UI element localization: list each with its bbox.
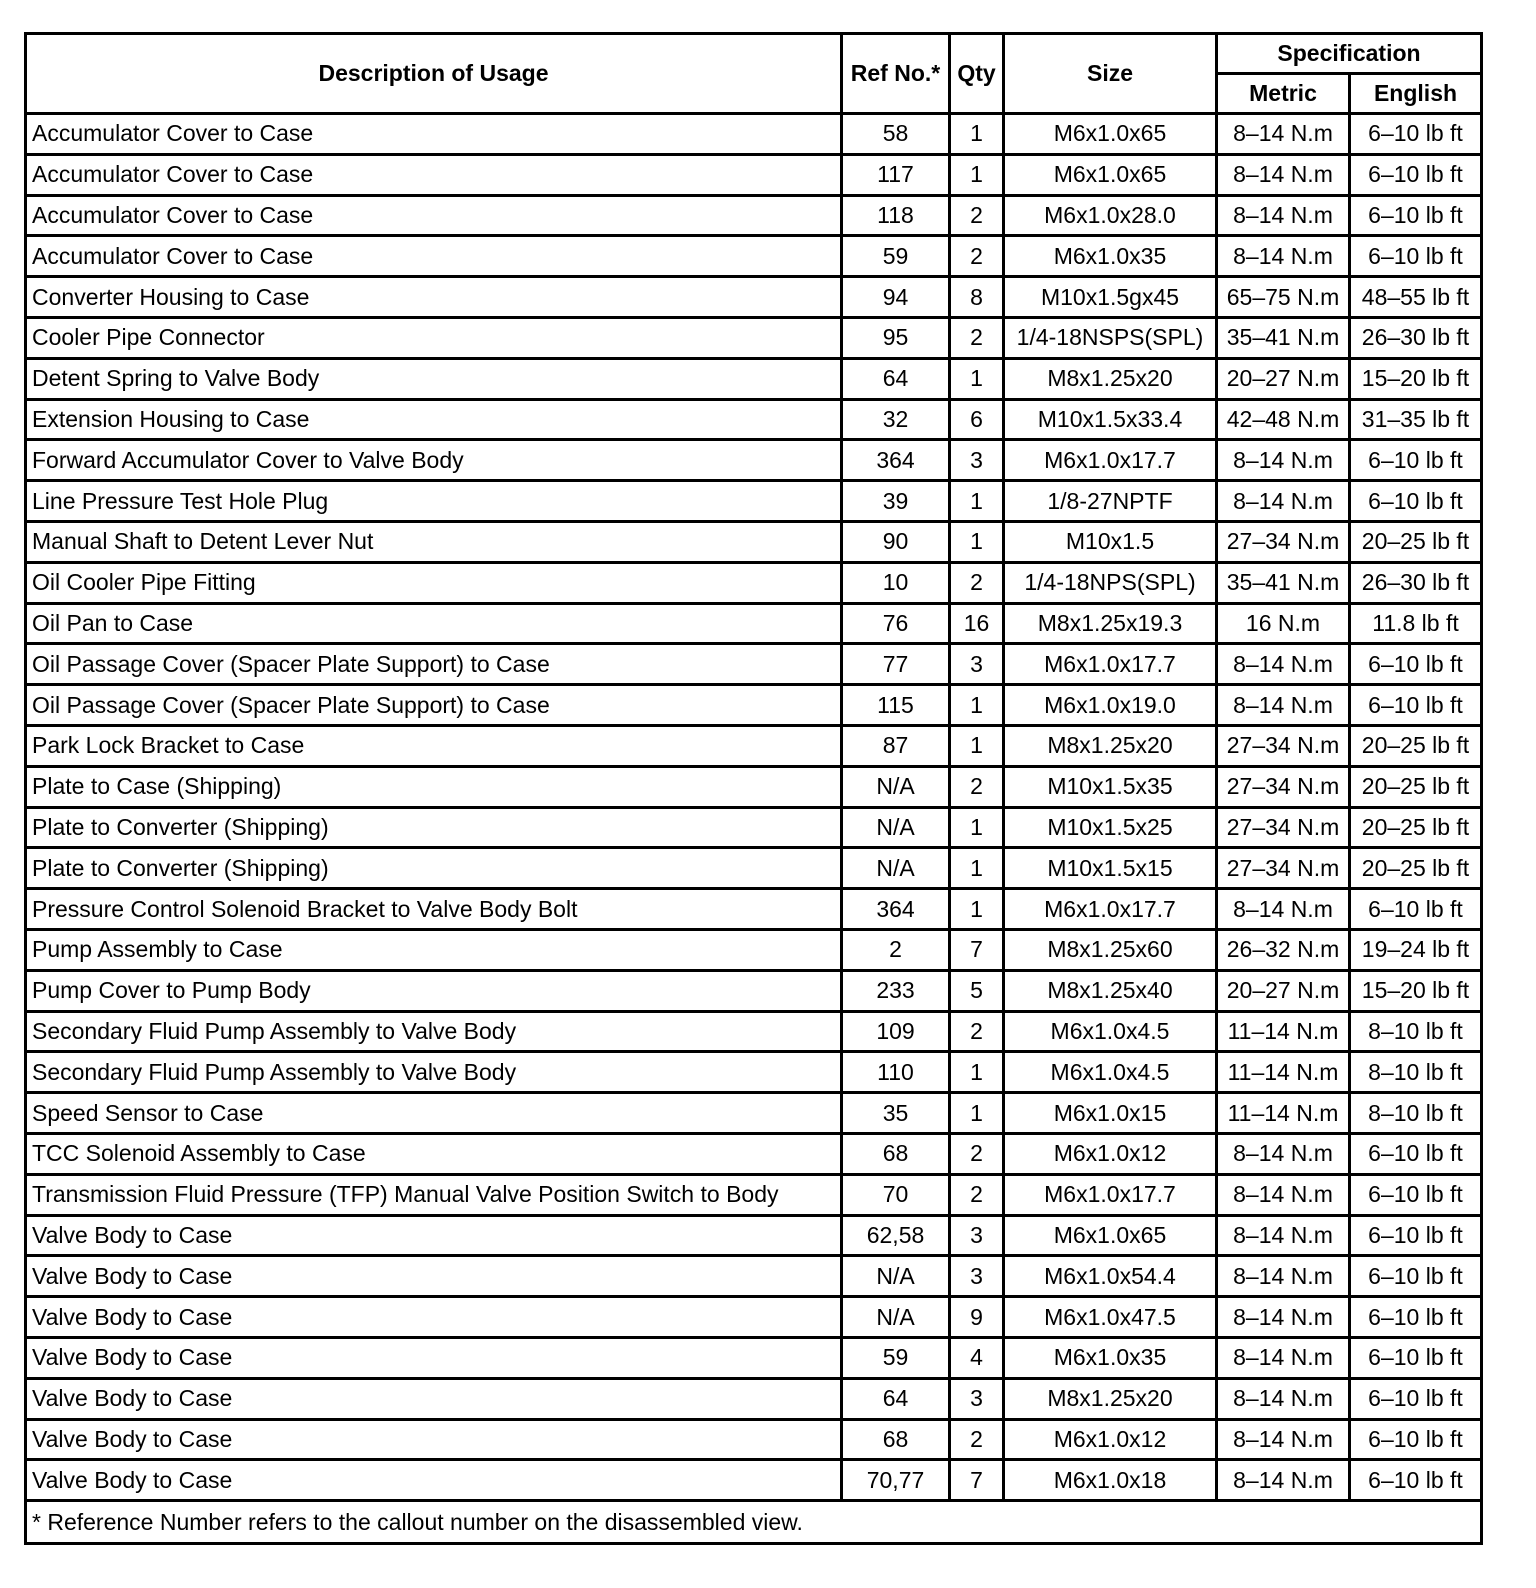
cell-size: M10x1.5x15: [1004, 848, 1217, 889]
cell-ref-no: 364: [842, 440, 950, 481]
table-row: [26, 644, 1482, 685]
cell-ref-no: 70: [842, 1174, 950, 1215]
cell-description: TCC Solenoid Assembly to Case: [26, 1133, 842, 1174]
cell-description: Accumulator Cover to Case: [26, 154, 842, 195]
table-row: [26, 1052, 1482, 1093]
cell-english: 6–10 lb ft: [1350, 1174, 1482, 1215]
cell-ref-no: 64: [842, 358, 950, 399]
cell-english: 6–10 lb ft: [1350, 1378, 1482, 1419]
cell-qty: 3: [950, 1256, 1004, 1297]
cell-qty: 4: [950, 1337, 1004, 1378]
table-row: [26, 970, 1482, 1011]
cell-qty: 2: [950, 317, 1004, 358]
header-qty: Qty: [950, 34, 1004, 114]
header-metric: Metric: [1217, 74, 1350, 114]
cell-english: 6–10 lb ft: [1350, 481, 1482, 522]
cell-description: Pressure Control Solenoid Bracket to Valve Body Bolt: [26, 889, 842, 930]
cell-description: Converter Housing to Case: [26, 277, 842, 318]
cell-ref-no: 64: [842, 1378, 950, 1419]
table-row: [26, 562, 1482, 603]
cell-english: 8–10 lb ft: [1350, 1093, 1482, 1134]
cell-qty: 1: [950, 154, 1004, 195]
cell-english: 6–10 lb ft: [1350, 1460, 1482, 1501]
cell-description: Oil Pan to Case: [26, 603, 842, 644]
cell-size: M6x1.0x28.0: [1004, 195, 1217, 236]
cell-english: 20–25 lb ft: [1350, 848, 1482, 889]
cell-metric: 8–14 N.m: [1217, 1133, 1350, 1174]
cell-metric: 8–14 N.m: [1217, 236, 1350, 277]
cell-qty: 7: [950, 929, 1004, 970]
cell-size: M10x1.5x35: [1004, 766, 1217, 807]
table-row: [26, 1419, 1482, 1460]
cell-description: Detent Spring to Valve Body: [26, 358, 842, 399]
cell-metric: 8–14 N.m: [1217, 440, 1350, 481]
cell-size: M6x1.0x4.5: [1004, 1011, 1217, 1052]
cell-ref-no: 32: [842, 399, 950, 440]
cell-description: Valve Body to Case: [26, 1378, 842, 1419]
cell-ref-no: 59: [842, 236, 950, 277]
table-row: [26, 1133, 1482, 1174]
table-body: [26, 114, 1482, 1501]
cell-ref-no: N/A: [842, 1297, 950, 1338]
cell-ref-no: 10: [842, 562, 950, 603]
cell-ref-no: 117: [842, 154, 950, 195]
cell-english: 20–25 lb ft: [1350, 766, 1482, 807]
cell-qty: 1: [950, 521, 1004, 562]
table-row: [26, 1460, 1482, 1501]
table-footer: [26, 1501, 1482, 1544]
cell-size: M8x1.25x20: [1004, 1378, 1217, 1419]
cell-ref-no: 94: [842, 277, 950, 318]
cell-metric: 27–34 N.m: [1217, 848, 1350, 889]
cell-description: Valve Body to Case: [26, 1460, 842, 1501]
table-row: [26, 195, 1482, 236]
cell-size: M10x1.5gx45: [1004, 277, 1217, 318]
cell-english: 6–10 lb ft: [1350, 1133, 1482, 1174]
cell-description: Extension Housing to Case: [26, 399, 842, 440]
cell-qty: 5: [950, 970, 1004, 1011]
cell-qty: 2: [950, 195, 1004, 236]
cell-description: Accumulator Cover to Case: [26, 195, 842, 236]
cell-description: Plate to Case (Shipping): [26, 766, 842, 807]
cell-size: M8x1.25x19.3: [1004, 603, 1217, 644]
cell-description: Line Pressure Test Hole Plug: [26, 481, 842, 522]
table-row: [26, 154, 1482, 195]
cell-description: Valve Body to Case: [26, 1297, 842, 1338]
cell-metric: 11–14 N.m: [1217, 1052, 1350, 1093]
cell-ref-no: 233: [842, 970, 950, 1011]
cell-metric: 42–48 N.m: [1217, 399, 1350, 440]
cell-size: M6x1.0x65: [1004, 1215, 1217, 1256]
cell-qty: 1: [950, 685, 1004, 726]
cell-metric: 27–34 N.m: [1217, 807, 1350, 848]
cell-english: 6–10 lb ft: [1350, 154, 1482, 195]
cell-english: 6–10 lb ft: [1350, 685, 1482, 726]
cell-english: 20–25 lb ft: [1350, 725, 1482, 766]
cell-size: M8x1.25x20: [1004, 725, 1217, 766]
cell-metric: 8–14 N.m: [1217, 1256, 1350, 1297]
cell-metric: 8–14 N.m: [1217, 685, 1350, 726]
cell-ref-no: N/A: [842, 766, 950, 807]
table-row: [26, 1093, 1482, 1134]
cell-english: 15–20 lb ft: [1350, 358, 1482, 399]
table-row: [26, 1337, 1482, 1378]
cell-size: M6x1.0x17.7: [1004, 644, 1217, 685]
table-row: [26, 929, 1482, 970]
cell-metric: 16 N.m: [1217, 603, 1350, 644]
cell-qty: 2: [950, 1133, 1004, 1174]
cell-size: M6x1.0x12: [1004, 1133, 1217, 1174]
cell-qty: 1: [950, 1093, 1004, 1134]
cell-qty: 1: [950, 725, 1004, 766]
table-row: [26, 481, 1482, 522]
cell-english: 19–24 lb ft: [1350, 929, 1482, 970]
table-row: [26, 1215, 1482, 1256]
cell-ref-no: 77: [842, 644, 950, 685]
cell-qty: 2: [950, 236, 1004, 277]
cell-ref-no: 109: [842, 1011, 950, 1052]
cell-metric: 8–14 N.m: [1217, 1174, 1350, 1215]
cell-ref-no: 68: [842, 1419, 950, 1460]
cell-ref-no: 68: [842, 1133, 950, 1174]
header-description: Description of Usage: [26, 34, 842, 114]
cell-description: Pump Assembly to Case: [26, 929, 842, 970]
cell-metric: 20–27 N.m: [1217, 970, 1350, 1011]
cell-size: M6x1.0x17.7: [1004, 440, 1217, 481]
table-row: [26, 114, 1482, 155]
cell-size: M10x1.5x33.4: [1004, 399, 1217, 440]
cell-english: 8–10 lb ft: [1350, 1052, 1482, 1093]
cell-qty: 1: [950, 114, 1004, 155]
header-specification: Specification: [1217, 34, 1482, 74]
cell-metric: 8–14 N.m: [1217, 1419, 1350, 1460]
cell-english: 6–10 lb ft: [1350, 644, 1482, 685]
table-header: [26, 34, 1482, 114]
cell-ref-no: 87: [842, 725, 950, 766]
cell-metric: 11–14 N.m: [1217, 1093, 1350, 1134]
cell-metric: 65–75 N.m: [1217, 277, 1350, 318]
cell-size: M6x1.0x19.0: [1004, 685, 1217, 726]
table-row: [26, 1378, 1482, 1419]
cell-ref-no: 2: [842, 929, 950, 970]
cell-description: Valve Body to Case: [26, 1419, 842, 1460]
cell-metric: 8–14 N.m: [1217, 1215, 1350, 1256]
table-row: [26, 236, 1482, 277]
cell-english: 6–10 lb ft: [1350, 1215, 1482, 1256]
cell-ref-no: 90: [842, 521, 950, 562]
cell-size: M8x1.25x20: [1004, 358, 1217, 399]
cell-english: 6–10 lb ft: [1350, 1419, 1482, 1460]
cell-qty: 1: [950, 481, 1004, 522]
cell-size: M6x1.0x35: [1004, 1337, 1217, 1378]
cell-size: M8x1.25x60: [1004, 929, 1217, 970]
cell-ref-no: 95: [842, 317, 950, 358]
table-row: [26, 440, 1482, 481]
cell-size: M10x1.5: [1004, 521, 1217, 562]
header-ref-no: Ref No.*: [842, 34, 950, 114]
cell-size: M6x1.0x15: [1004, 1093, 1217, 1134]
cell-qty: 1: [950, 889, 1004, 930]
cell-size: M6x1.0x54.4: [1004, 1256, 1217, 1297]
cell-size: M10x1.5x25: [1004, 807, 1217, 848]
cell-size: M6x1.0x4.5: [1004, 1052, 1217, 1093]
cell-size: M6x1.0x18: [1004, 1460, 1217, 1501]
cell-description: Park Lock Bracket to Case: [26, 725, 842, 766]
cell-description: Cooler Pipe Connector: [26, 317, 842, 358]
cell-english: 11.8 lb ft: [1350, 603, 1482, 644]
cell-english: 26–30 lb ft: [1350, 317, 1482, 358]
cell-metric: 27–34 N.m: [1217, 725, 1350, 766]
cell-metric: 20–27 N.m: [1217, 358, 1350, 399]
cell-english: 26–30 lb ft: [1350, 562, 1482, 603]
cell-description: Plate to Converter (Shipping): [26, 807, 842, 848]
cell-english: 31–35 lb ft: [1350, 399, 1482, 440]
table-row: [26, 848, 1482, 889]
torque-spec-table: [24, 32, 1483, 1545]
table-row: [26, 521, 1482, 562]
cell-ref-no: 115: [842, 685, 950, 726]
cell-ref-no: 364: [842, 889, 950, 930]
cell-ref-no: 62,58: [842, 1215, 950, 1256]
table-row: [26, 1174, 1482, 1215]
cell-size: M6x1.0x12: [1004, 1419, 1217, 1460]
footnote: * Reference Number refers to the callout number on the disassembled view.: [26, 1501, 1482, 1544]
cell-english: 6–10 lb ft: [1350, 1337, 1482, 1378]
cell-qty: 2: [950, 562, 1004, 603]
cell-description: Secondary Fluid Pump Assembly to Valve Body: [26, 1011, 842, 1052]
cell-ref-no: N/A: [842, 807, 950, 848]
cell-metric: 8–14 N.m: [1217, 1297, 1350, 1338]
cell-qty: 2: [950, 1419, 1004, 1460]
cell-english: 6–10 lb ft: [1350, 1297, 1482, 1338]
cell-qty: 6: [950, 399, 1004, 440]
cell-qty: 9: [950, 1297, 1004, 1338]
table-row: [26, 1256, 1482, 1297]
cell-ref-no: 70,77: [842, 1460, 950, 1501]
cell-metric: 11–14 N.m: [1217, 1011, 1350, 1052]
cell-metric: 8–14 N.m: [1217, 889, 1350, 930]
cell-size: M6x1.0x17.7: [1004, 889, 1217, 930]
table-row: [26, 1011, 1482, 1052]
cell-english: 48–55 lb ft: [1350, 277, 1482, 318]
cell-english: 6–10 lb ft: [1350, 440, 1482, 481]
cell-english: 6–10 lb ft: [1350, 114, 1482, 155]
table-row: [26, 399, 1482, 440]
cell-metric: 8–14 N.m: [1217, 1460, 1350, 1501]
cell-qty: 2: [950, 766, 1004, 807]
cell-size: M6x1.0x35: [1004, 236, 1217, 277]
cell-ref-no: 118: [842, 195, 950, 236]
table-row: [26, 277, 1482, 318]
cell-english: 8–10 lb ft: [1350, 1011, 1482, 1052]
cell-metric: 8–14 N.m: [1217, 644, 1350, 685]
cell-ref-no: N/A: [842, 1256, 950, 1297]
table-row: [26, 889, 1482, 930]
cell-description: Oil Passage Cover (Spacer Plate Support) to Case: [26, 644, 842, 685]
cell-english: 6–10 lb ft: [1350, 1256, 1482, 1297]
cell-qty: 3: [950, 440, 1004, 481]
cell-qty: 1: [950, 358, 1004, 399]
cell-english: 15–20 lb ft: [1350, 970, 1482, 1011]
cell-qty: 3: [950, 1215, 1004, 1256]
cell-description: Valve Body to Case: [26, 1337, 842, 1378]
cell-metric: 27–34 N.m: [1217, 521, 1350, 562]
cell-size: 1/8-27NPTF: [1004, 481, 1217, 522]
cell-qty: 1: [950, 848, 1004, 889]
cell-description: Oil Cooler Pipe Fitting: [26, 562, 842, 603]
cell-ref-no: N/A: [842, 848, 950, 889]
cell-metric: 26–32 N.m: [1217, 929, 1350, 970]
cell-qty: 2: [950, 1011, 1004, 1052]
cell-qty: 1: [950, 807, 1004, 848]
cell-description: Pump Cover to Pump Body: [26, 970, 842, 1011]
cell-metric: 35–41 N.m: [1217, 562, 1350, 603]
cell-qty: 3: [950, 644, 1004, 685]
cell-description: Manual Shaft to Detent Lever Nut: [26, 521, 842, 562]
cell-metric: 8–14 N.m: [1217, 1337, 1350, 1378]
cell-english: 20–25 lb ft: [1350, 807, 1482, 848]
cell-description: Speed Sensor to Case: [26, 1093, 842, 1134]
cell-qty: 3: [950, 1378, 1004, 1419]
table-row: [26, 317, 1482, 358]
cell-size: M8x1.25x40: [1004, 970, 1217, 1011]
table-row: [26, 807, 1482, 848]
cell-qty: 7: [950, 1460, 1004, 1501]
cell-size: M6x1.0x65: [1004, 114, 1217, 155]
table-row: [26, 725, 1482, 766]
cell-ref-no: 39: [842, 481, 950, 522]
cell-qty: 8: [950, 277, 1004, 318]
cell-size: 1/4-18NSPS(SPL): [1004, 317, 1217, 358]
cell-ref-no: 76: [842, 603, 950, 644]
cell-description: Secondary Fluid Pump Assembly to Valve Body: [26, 1052, 842, 1093]
header-english: English: [1350, 74, 1482, 114]
cell-english: 6–10 lb ft: [1350, 236, 1482, 277]
cell-qty: 1: [950, 1052, 1004, 1093]
table-row: [26, 685, 1482, 726]
cell-description: Transmission Fluid Pressure (TFP) Manual Valve Position Switch to Body: [26, 1174, 842, 1215]
cell-qty: 2: [950, 1174, 1004, 1215]
cell-metric: 8–14 N.m: [1217, 114, 1350, 155]
table-row: [26, 603, 1482, 644]
cell-ref-no: 59: [842, 1337, 950, 1378]
header-size: Size: [1004, 34, 1217, 114]
cell-size: 1/4-18NPS(SPL): [1004, 562, 1217, 603]
cell-metric: 8–14 N.m: [1217, 195, 1350, 236]
cell-metric: 27–34 N.m: [1217, 766, 1350, 807]
table-row: [26, 766, 1482, 807]
cell-english: 20–25 lb ft: [1350, 521, 1482, 562]
cell-metric: 8–14 N.m: [1217, 154, 1350, 195]
cell-english: 6–10 lb ft: [1350, 889, 1482, 930]
cell-description: Accumulator Cover to Case: [26, 236, 842, 277]
cell-metric: 35–41 N.m: [1217, 317, 1350, 358]
cell-description: Forward Accumulator Cover to Valve Body: [26, 440, 842, 481]
cell-ref-no: 110: [842, 1052, 950, 1093]
cell-description: Oil Passage Cover (Spacer Plate Support) to Case: [26, 685, 842, 726]
cell-description: Accumulator Cover to Case: [26, 114, 842, 155]
cell-ref-no: 35: [842, 1093, 950, 1134]
cell-size: M6x1.0x47.5: [1004, 1297, 1217, 1338]
cell-description: Plate to Converter (Shipping): [26, 848, 842, 889]
cell-english: 6–10 lb ft: [1350, 195, 1482, 236]
table-row: [26, 358, 1482, 399]
cell-description: Valve Body to Case: [26, 1256, 842, 1297]
cell-qty: 16: [950, 603, 1004, 644]
cell-ref-no: 58: [842, 114, 950, 155]
cell-description: Valve Body to Case: [26, 1215, 842, 1256]
table-row: [26, 1297, 1482, 1338]
cell-metric: 8–14 N.m: [1217, 1378, 1350, 1419]
cell-size: M6x1.0x65: [1004, 154, 1217, 195]
cell-size: M6x1.0x17.7: [1004, 1174, 1217, 1215]
cell-metric: 8–14 N.m: [1217, 481, 1350, 522]
